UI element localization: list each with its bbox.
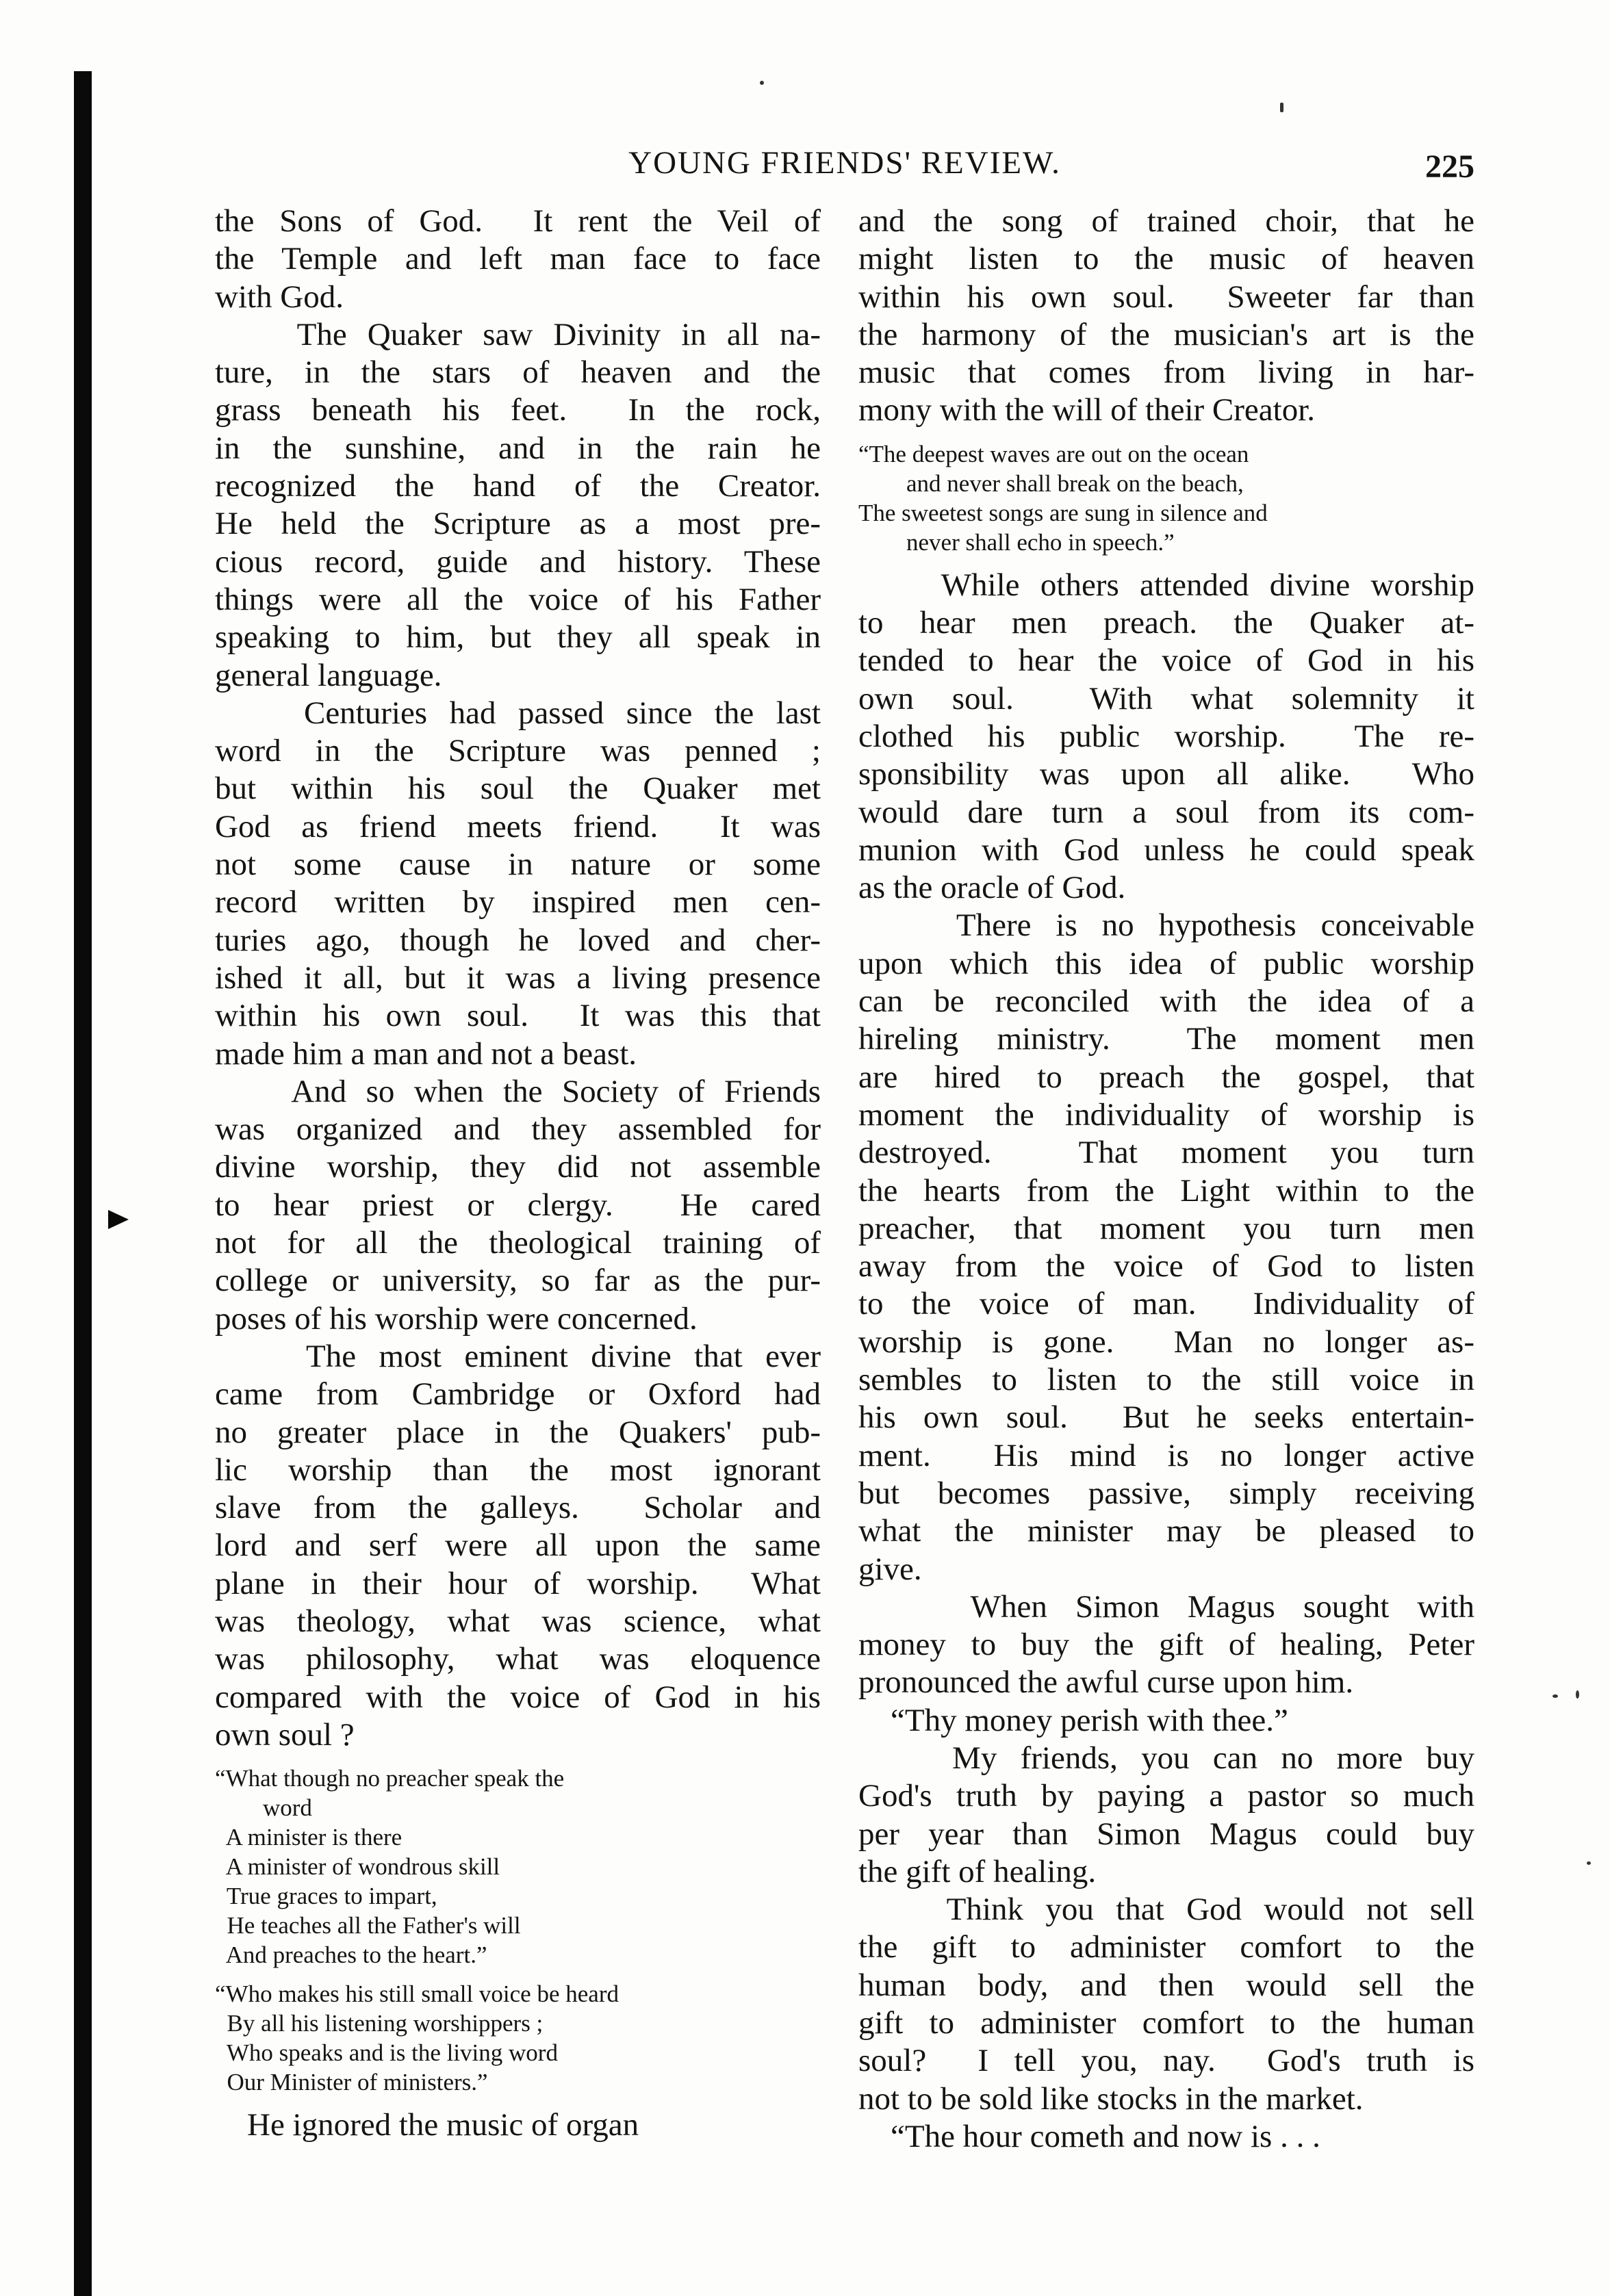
paragraph bbox=[858, 567, 1474, 907]
verse-line: Who speaks and is the living word bbox=[215, 2039, 558, 2067]
text-line: word in the Scripture was penned ; bbox=[215, 733, 821, 769]
text-line: general language. bbox=[215, 657, 442, 693]
verse-line: “Who makes his still small voice be heard bbox=[215, 1981, 619, 2008]
text-line: grass beneath his feet. In the rock, bbox=[215, 392, 821, 428]
text-line: came from Cambridge or Oxford had bbox=[215, 1376, 821, 1413]
running-head bbox=[215, 137, 1474, 189]
verse-quotation bbox=[215, 1764, 821, 1970]
paragraph bbox=[858, 1702, 1474, 1740]
text-line: things were all the voice of his Father bbox=[215, 581, 821, 617]
verse-line: And preaches to the heart.” bbox=[215, 1942, 487, 1969]
text-line: hireling ministry. The moment men bbox=[858, 1021, 1474, 1057]
text-line: soul? I tell you, nay. God's truth is bbox=[858, 2043, 1474, 2079]
paragraph bbox=[215, 695, 821, 1073]
verse-line: “The deepest waves are out on the ocean bbox=[858, 440, 1249, 467]
text-line: And so when the Society of Friends bbox=[215, 1073, 821, 1109]
verse-line: “What though no preacher speak the bbox=[215, 1765, 565, 1792]
text-line: own soul ? bbox=[215, 1716, 355, 1753]
text-line: ture, in the stars of heaven and the bbox=[215, 354, 821, 391]
paragraph bbox=[858, 907, 1474, 1588]
text-line: He ignored the music of organ bbox=[215, 2107, 639, 2143]
paragraph bbox=[215, 316, 821, 695]
text-line: “The hour cometh and now is . . . bbox=[858, 2118, 1320, 2154]
text-line: not to be sold like stocks in the market. bbox=[858, 2080, 1364, 2117]
text-line: upon which this idea of public worship bbox=[858, 945, 1474, 981]
text-line: slave from the galleys. Scholar and bbox=[215, 1490, 821, 1526]
text-line: the gift to administer comfort to the bbox=[858, 1929, 1474, 1965]
text-line: munion with God unless he could speak bbox=[858, 831, 1474, 868]
verse-line: A minister of wondrous skill bbox=[215, 1853, 500, 1881]
text-line: the Temple and left man face to face bbox=[215, 241, 821, 277]
text-line: music that comes from living in har- bbox=[858, 354, 1474, 391]
verse-line: word bbox=[215, 1794, 312, 1822]
text-line: There is no hypothesis conceivable bbox=[858, 907, 1474, 944]
text-line: but becomes passive, simply receiving bbox=[858, 1475, 1474, 1511]
text-line: cious record, guide and history. These bbox=[215, 543, 821, 580]
text-line: in the sunshine, and in the rain he bbox=[215, 430, 821, 466]
text-line: clothed his public worship. The re- bbox=[858, 718, 1474, 754]
text-line: divine worship, they did not assemble bbox=[215, 1149, 821, 1185]
text-line: was philosophy, what was eloquence bbox=[215, 1641, 821, 1677]
text-line: destroyed. That moment you turn bbox=[858, 1135, 1474, 1171]
text-line: within his own soul. It was this that bbox=[215, 998, 821, 1034]
paragraph bbox=[858, 1891, 1474, 2118]
paragraph bbox=[215, 203, 821, 316]
text-line: worship is gone. Man no longer as- bbox=[858, 1324, 1474, 1360]
verse-line: and never shall break on the beach, bbox=[858, 469, 1244, 497]
text-line: poses of his worship were concerned. bbox=[215, 1300, 698, 1337]
left-column bbox=[215, 203, 821, 2144]
text-line: sembles to listen to the still voice in bbox=[858, 1362, 1474, 1398]
text-line: college or university, so far as the pur- bbox=[215, 1263, 821, 1299]
text-line: preacher, that moment you turn men bbox=[858, 1210, 1474, 1246]
text-line: pronounced the awful curse upon him. bbox=[858, 1664, 1354, 1701]
text-line: The Quaker saw Divinity in all na- bbox=[215, 316, 821, 352]
verse-line: Our Minister of ministers.” bbox=[215, 2069, 488, 2096]
text-line: When Simon Magus sought with bbox=[858, 1588, 1474, 1625]
text-line: per year than Simon Magus could buy bbox=[858, 1816, 1474, 1852]
text-line: might listen to the music of heaven bbox=[858, 241, 1474, 277]
paragraph bbox=[858, 1588, 1474, 1702]
text-line: My friends, you can no more buy bbox=[858, 1740, 1474, 1776]
paragraph bbox=[858, 203, 1474, 430]
text-line: to the voice of man. Individuality of bbox=[858, 1286, 1474, 1322]
text-line: to hear men preach. the Quaker at- bbox=[858, 605, 1474, 641]
text-line: his own soul. But he seeks entertain- bbox=[858, 1399, 1474, 1436]
text-line: what the minister may be pleased to bbox=[858, 1513, 1474, 1549]
print-speck bbox=[1552, 1694, 1558, 1698]
text-line: turies ago, though he loved and cher- bbox=[215, 922, 821, 958]
right-column bbox=[858, 203, 1474, 2156]
text-line: compared with the voice of God in his bbox=[215, 1679, 821, 1715]
text-line: not some cause in nature or some bbox=[215, 847, 821, 883]
text-line: human body, and then would sell the bbox=[858, 1967, 1474, 2003]
text-line: lic worship than the most ignorant bbox=[215, 1452, 821, 1488]
text-line: sponsibility was upon all alike. Who bbox=[858, 756, 1474, 792]
text-line: record written by inspired men cen- bbox=[215, 884, 821, 920]
text-line: give. bbox=[858, 1551, 922, 1587]
text-line: He held the Scripture as a most pre- bbox=[215, 506, 821, 542]
binding-notch-mark bbox=[108, 1210, 129, 1229]
text-line: Centuries had passed since the last bbox=[215, 695, 821, 731]
text-line: gift to administer comfort to the human bbox=[858, 2005, 1474, 2041]
text-line: money to buy the gift of healing, Peter bbox=[858, 1627, 1474, 1663]
print-speck bbox=[1587, 1861, 1591, 1865]
text-line: lord and serf were all upon the same bbox=[215, 1527, 821, 1564]
paragraph bbox=[215, 2106, 821, 2144]
text-line: made him a man and not a beast. bbox=[215, 1035, 637, 1072]
text-line: Think you that God would not sell bbox=[858, 1892, 1474, 1928]
verse-line: True graces to impart, bbox=[215, 1883, 437, 1910]
page-binding-edge bbox=[74, 71, 92, 2296]
text-line: speaking to him, but they all speak in bbox=[215, 619, 821, 656]
page-number: 225 bbox=[1425, 149, 1474, 185]
verse-line: never shall echo in speech.” bbox=[858, 528, 1175, 556]
verse-line: A minister is there bbox=[215, 1824, 402, 1851]
print-speck bbox=[1280, 103, 1283, 112]
print-speck bbox=[1576, 1690, 1579, 1699]
text-line: mony with the will of their Creator. bbox=[858, 392, 1316, 428]
verse-quotation bbox=[215, 1979, 821, 2097]
text-line: within his own soul. Sweeter far than bbox=[858, 279, 1474, 315]
text-line: The most eminent divine that ever bbox=[215, 1338, 821, 1374]
text-line: the harmony of the musician's art is the bbox=[858, 316, 1474, 352]
text-line: as the oracle of God. bbox=[858, 870, 1126, 906]
print-speck bbox=[760, 81, 764, 85]
text-line: the hearts from the Light within to the bbox=[858, 1172, 1474, 1209]
text-line: ished it all, but it was a living presence bbox=[215, 959, 821, 996]
text-line: away from the voice of God to listen bbox=[858, 1248, 1474, 1285]
text-line: recognized the hand of the Creator. bbox=[215, 468, 821, 504]
text-line: God as friend meets friend. It was bbox=[215, 808, 821, 844]
text-line: was organized and they assembled for bbox=[215, 1111, 821, 1148]
text-line: While others attended divine worship bbox=[858, 567, 1474, 603]
verse-quotation bbox=[858, 439, 1474, 557]
verse-line: By all his listening worshippers ; bbox=[215, 2010, 544, 2037]
text-line: tended to hear the voice of God in his bbox=[858, 643, 1474, 679]
text-line: was theology, what was science, what bbox=[215, 1603, 821, 1639]
text-line: plane in their hour of worship. What bbox=[215, 1565, 821, 1601]
text-line: to hear priest or clergy. He cared bbox=[215, 1187, 821, 1223]
text-line: but within his soul the Quaker met bbox=[215, 771, 821, 807]
text-line: and the song of trained choir, that he bbox=[858, 203, 1474, 239]
paragraph bbox=[215, 1338, 821, 1754]
verse-line: He teaches all the Father's will bbox=[215, 1912, 521, 1939]
paragraph bbox=[215, 1073, 821, 1338]
text-line: God's truth by paying a pastor so much bbox=[858, 1778, 1474, 1814]
verse-line: The sweetest songs are sung in silence and bbox=[858, 499, 1268, 526]
text-line: no greater place in the Quakers' pub- bbox=[215, 1414, 821, 1450]
text-line: “Thy money perish with thee.” bbox=[858, 1702, 1288, 1738]
text-line: are hired to preach the gospel, that bbox=[858, 1059, 1474, 1095]
paragraph bbox=[858, 1740, 1474, 1891]
text-line: the gift of healing. bbox=[858, 1853, 1097, 1889]
text-line: with God. bbox=[215, 279, 344, 315]
text-line: the Sons of God. It rent the Veil of bbox=[215, 203, 821, 239]
text-line: ment. His mind is no longer active bbox=[858, 1437, 1474, 1473]
text-line: own soul. With what solemnity it bbox=[858, 680, 1474, 717]
paragraph bbox=[858, 2118, 1474, 2156]
text-line: would dare turn a soul from its com- bbox=[858, 794, 1474, 830]
text-line: can be reconciled with the idea of a bbox=[858, 983, 1474, 1020]
page-title: YOUNG FRIENDS' REVIEW. bbox=[628, 145, 1061, 181]
text-line: not for all the theological training of bbox=[215, 1225, 821, 1261]
text-line: moment the individuality of worship is bbox=[858, 1096, 1474, 1133]
